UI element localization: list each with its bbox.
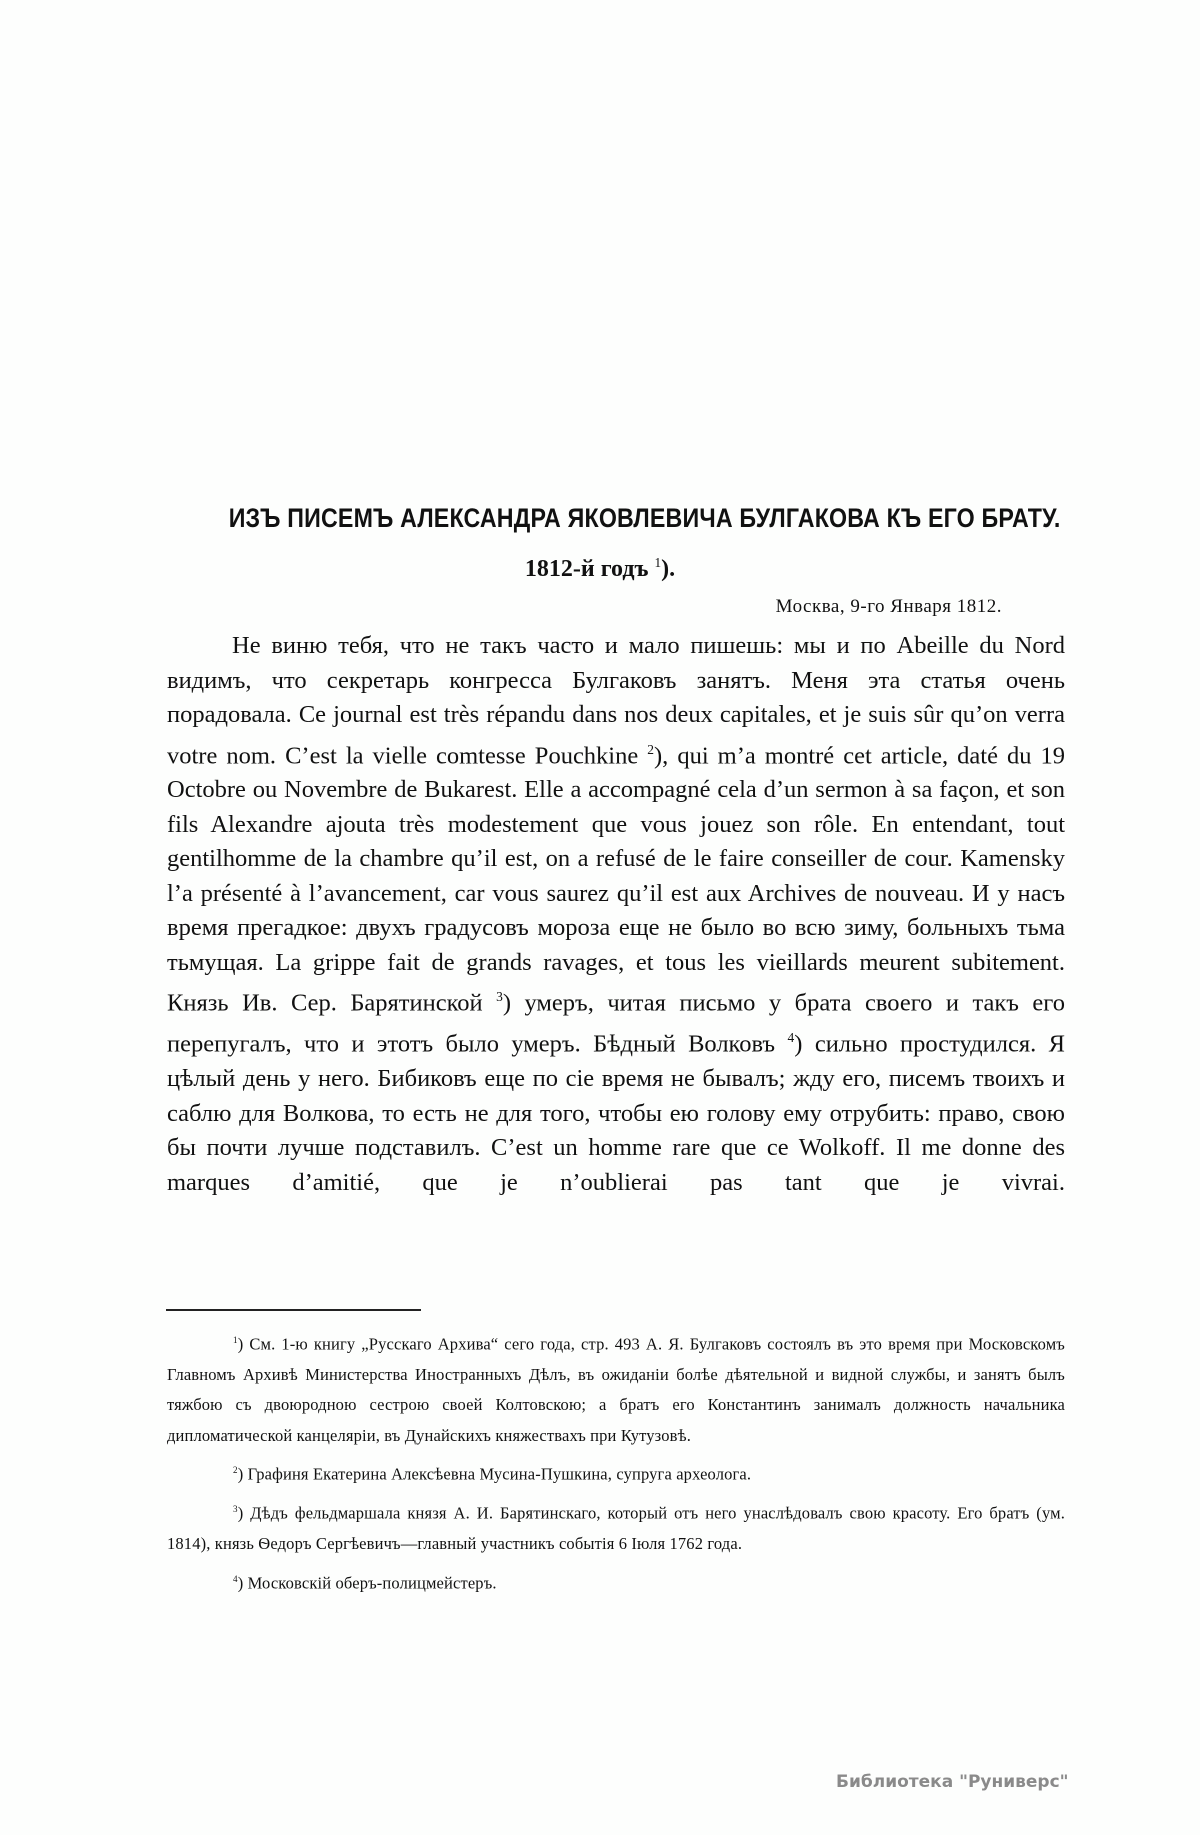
subtitle-text: 1812-й годъ	[524, 556, 649, 583]
body-text-1: Не виню тебя, что не такъ часто и мало пишешь: мы и по Abeille du Nord видимъ, что секретарь конгресса Булгаковъ занятъ. Меня эта статья очень порадовала. Ce journal est très répandu dans nos deux capitales, et je suis sûr qu’on verra votre nom. C’est la vielle comtesse Pouchkine	[167, 632, 1065, 769]
footnote-mark: 4	[233, 1573, 238, 1584]
body-text-4: ) сильно простудился. Я цѣлый день у него. Бибиковъ еще по сіе время не бывалъ; жду его, писемъ твоихъ и саблю для Волкова, то есть не для того, чтобы ею голову ему отрубить: право, свою бы почти лучше подставилъ. C’est un homme rare que ce Wolkoff. Il me donne des marques d’amitié, que je n’oublierai pas tant que je vivrai.	[167, 1030, 1065, 1196]
footnote-ref-1[interactable]: 1	[654, 555, 662, 570]
footnote-ref-2[interactable]: 2	[647, 741, 655, 757]
footnote-text: ) См. 1-ю книгу „Русскаго Архива“ сего года, стр. 493 А. Я. Булгаковъ состоялъ въ это время при Московскомъ Главномъ Архивѣ Министерства Иностранныхъ Дѣлъ, въ ожиданіи болѣе дѣятельной и видной службы, и занятъ былъ тяжбою съ двоюродною сестрою своей Колтовскою; а братъ его Константинъ занималъ должность начальника дипломатической канцеляріи, въ Дунайскихъ княжествахъ при Кутузовѣ.	[167, 1334, 1065, 1445]
letter-body	[167, 629, 1065, 1200]
footnote-text: ) Дѣдъ фельдмаршала князя А. И. Барятинскаго, который отъ него унаслѣдовалъ свою красоту. Его братъ (ум. 1814), князь Ѳедоръ Сергѣевичъ—главный участникъ событія 6 Іюля 1762 года.	[167, 1503, 1065, 1554]
footnote-mark: 1	[233, 1335, 238, 1345]
footnote-4	[167, 1564, 1065, 1599]
footnote-3	[167, 1494, 1065, 1559]
article-title: ИЗЪ ПИСЕМЪ АЛЕКСАНДРА ЯКОВЛЕВИЧА БУЛГАКОВА КЪ ЕГО БРАТУ.	[228, 503, 1061, 533]
library-watermark: Библиотека "Руниверс"	[836, 1772, 1069, 1792]
footnote-separator	[166, 1309, 421, 1311]
letter-paragraph	[167, 629, 1065, 1200]
footnotes	[167, 1325, 1065, 1602]
body-text-2: ), qui m’a montré cet article, daté du 19 Octobre ou Novembre de Bukarest. Elle a accompagné cela d’un sermon à sa façon, et son fils Alexandre ajouta très modestement que vous jouez son rôle. En entendant, tout gentilhomme de la chambre qu’il est, on a refusé de le faire conseiller de cour. Kamensky l’a présenté à l’avancement, car vous saurez qu’il est aux Archives de nouveau. И у насъ время прегадкое: двухъ градусовъ мороза еще не было во всю зиму, больныхъ тьма тьмущая. La grippe fait de grands ravages, et tous les vieillards meurent subitement. Князь Ив. Сер. Барятинской	[167, 741, 1066, 1017]
letter-dateline: Москва, 9-го Января 1812.	[775, 596, 1002, 617]
article-subtitle	[0, 555, 1200, 583]
footnote-text: ) Московскій оберъ-полицмейстеръ.	[237, 1572, 497, 1592]
footnote-1	[167, 1325, 1065, 1451]
subtitle-tail: ).	[661, 556, 676, 583]
footnote-mark: 2	[233, 1465, 238, 1476]
body-text-3: ) умеръ, читая письмо у брата своего и такъ его перепугалъ, что и этотъ было умеръ. Бѣдный Волковъ	[167, 989, 1065, 1058]
footnote-ref-4[interactable]: 4	[787, 1030, 795, 1046]
footnote-2	[167, 1455, 1065, 1490]
footnote-mark: 3	[233, 1504, 238, 1515]
footnote-text: ) Графиня Екатерина Алексѣевна Мусина-Пушкина, супруга археолога.	[237, 1464, 752, 1484]
footnote-ref-3[interactable]: 3	[496, 989, 503, 1005]
